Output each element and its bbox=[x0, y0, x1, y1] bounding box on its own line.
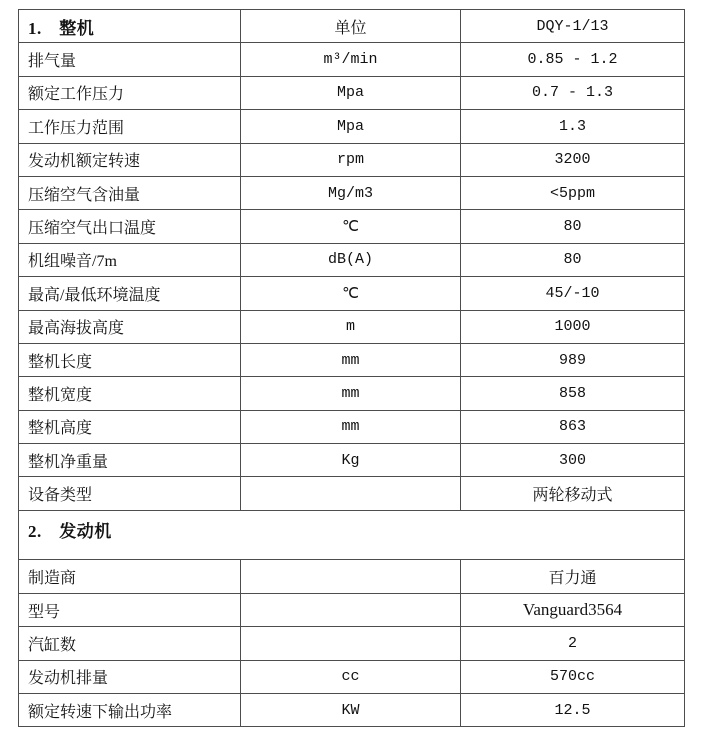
value-cell: 2 bbox=[461, 627, 685, 660]
value-cell: 989 bbox=[461, 343, 685, 376]
value-cell: 300 bbox=[461, 444, 685, 477]
unit-cell: rpm bbox=[241, 143, 461, 176]
unit-cell: mm bbox=[241, 377, 461, 410]
unit-cell: ℃ bbox=[241, 210, 461, 243]
unit-cell: mm bbox=[241, 410, 461, 443]
unit-cell: m bbox=[241, 310, 461, 343]
unit-cell: dB(A) bbox=[241, 243, 461, 276]
value-cell: 0.85 - 1.2 bbox=[461, 43, 685, 76]
spec-table bbox=[18, 9, 685, 727]
value-cell: 两轮移动式 bbox=[461, 477, 685, 510]
table-row bbox=[19, 377, 685, 410]
value-cell: Vanguard3564 bbox=[461, 593, 685, 626]
unit-cell bbox=[241, 560, 461, 593]
section-row bbox=[19, 510, 685, 560]
value-cell: 0.7 - 1.3 bbox=[461, 76, 685, 109]
value-cell: <5ppm bbox=[461, 176, 685, 209]
value-cell: 1.3 bbox=[461, 110, 685, 143]
unit-cell: KW bbox=[241, 694, 461, 727]
value-cell: 570cc bbox=[461, 660, 685, 693]
table-row bbox=[19, 694, 685, 727]
header-row bbox=[19, 10, 685, 43]
unit-cell: Mpa bbox=[241, 76, 461, 109]
value-cell: 3200 bbox=[461, 143, 685, 176]
unit-cell: cc bbox=[241, 660, 461, 693]
parameter-label-cell: 制造商 bbox=[19, 560, 241, 593]
unit-cell bbox=[241, 593, 461, 626]
table-row bbox=[19, 560, 685, 593]
table-row bbox=[19, 76, 685, 109]
parameter-label-cell: 整机宽度 bbox=[19, 377, 241, 410]
parameter-label-cell: 1. 整机 bbox=[19, 10, 241, 43]
parameter-label-cell: 型号 bbox=[19, 593, 241, 626]
parameter-label-cell: 设备类型 bbox=[19, 477, 241, 510]
value-cell: 863 bbox=[461, 410, 685, 443]
table-row bbox=[19, 110, 685, 143]
value-cell: 80 bbox=[461, 210, 685, 243]
parameter-label-cell: 最高/最低环境温度 bbox=[19, 277, 241, 310]
value-cell: 858 bbox=[461, 377, 685, 410]
value-cell: DQY-1/13 bbox=[461, 10, 685, 43]
table-row bbox=[19, 310, 685, 343]
spec-table-body bbox=[19, 10, 685, 727]
unit-cell bbox=[241, 477, 461, 510]
value-cell: 1000 bbox=[461, 310, 685, 343]
parameter-label-cell: 压缩空气出口温度 bbox=[19, 210, 241, 243]
parameter-label-cell: 最高海拔高度 bbox=[19, 310, 241, 343]
table-row bbox=[19, 176, 685, 209]
table-row bbox=[19, 210, 685, 243]
table-row bbox=[19, 627, 685, 660]
section-title: 2. 发动机 bbox=[19, 510, 685, 560]
table-row bbox=[19, 277, 685, 310]
unit-cell: ℃ bbox=[241, 277, 461, 310]
unit-cell: 单位 bbox=[241, 10, 461, 43]
parameter-label-cell: 压缩空气含油量 bbox=[19, 176, 241, 209]
parameter-label-cell: 汽缸数 bbox=[19, 627, 241, 660]
value-cell: 12.5 bbox=[461, 694, 685, 727]
parameter-label-cell: 发动机额定转速 bbox=[19, 143, 241, 176]
parameter-label-cell: 整机长度 bbox=[19, 343, 241, 376]
parameter-label-cell: 整机高度 bbox=[19, 410, 241, 443]
parameter-label-cell: 排气量 bbox=[19, 43, 241, 76]
unit-cell: Mpa bbox=[241, 110, 461, 143]
table-row bbox=[19, 660, 685, 693]
table-row bbox=[19, 143, 685, 176]
table-row bbox=[19, 444, 685, 477]
unit-cell: Kg bbox=[241, 444, 461, 477]
table-row bbox=[19, 243, 685, 276]
value-cell: 百力通 bbox=[461, 560, 685, 593]
parameter-label-cell: 发动机排量 bbox=[19, 660, 241, 693]
unit-cell: m³/min bbox=[241, 43, 461, 76]
value-cell: 45/-10 bbox=[461, 277, 685, 310]
parameter-label-cell: 机组噪音/7m bbox=[19, 243, 241, 276]
table-row bbox=[19, 410, 685, 443]
unit-cell: mm bbox=[241, 343, 461, 376]
unit-cell bbox=[241, 627, 461, 660]
unit-cell: Mg/m3 bbox=[241, 176, 461, 209]
value-cell: 80 bbox=[461, 243, 685, 276]
table-row bbox=[19, 593, 685, 626]
table-row bbox=[19, 43, 685, 76]
parameter-label-cell: 额定转速下输出功率 bbox=[19, 694, 241, 727]
parameter-label-cell: 整机净重量 bbox=[19, 444, 241, 477]
parameter-label-cell: 工作压力范围 bbox=[19, 110, 241, 143]
table-row bbox=[19, 343, 685, 376]
parameter-label-cell: 额定工作压力 bbox=[19, 76, 241, 109]
table-row bbox=[19, 477, 685, 510]
